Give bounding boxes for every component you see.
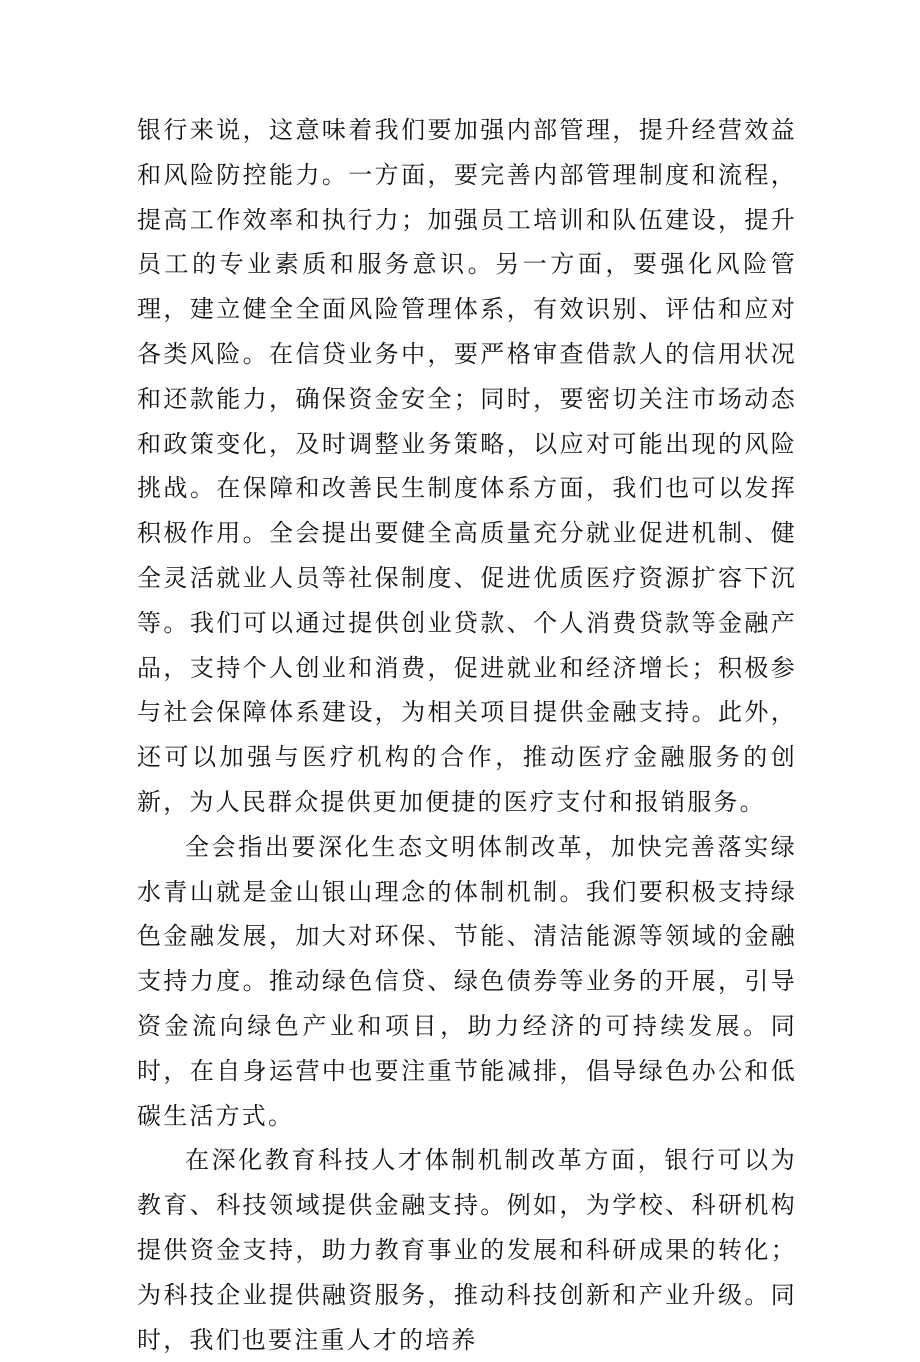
paragraph-banking-management: 银行来说，这意味着我们要加强内部管理，提升经营效益和风险防控能力。一方面，要完善内部管理制度和流程，提高工作效率和执行力；加强员工培训和队伍建设，提升员工的专业素质和服务意识。另一方面，要强化风险管理，建立健全全面风险管理体系，有效识别、评估和应对各类风险。在信贷业务中，要严格审查借款人的信用状况和还款能力，确保资金安全；同时，要密切关注市场动态和政策变化，及时调整业务策略，以应对可能出现的风险挑战。在保障和改善民生制度体系方面，我们也可以发挥积极作用。全会提出要健全高质量充分就业促进机制、健全灵活就业人员等社保制度、促进优质医疗资源扩容下沉等。我们可以通过提供创业贷款、个人消费贷款等金融产品，支持个人创业和消费，促进就业和经济增长；积极参与社会保障体系建设，为相关项目提供金融支持。此外，还可以加强与医疗机构的合作，推动医疗金融服务的创新，为人民群众提供更加便捷的医疗支付和报销服务。 [137,116,797,816]
paragraph-education-technology: 在深化教育科技人才体制机制改革方面，银行可以为教育、科技领域提供金融支持。例如，为学校、科研机构提供资金支持，助力教育事业的发展和科研成果的转化；为科技企业提供融资服务，推动科技创新和产业升级。同时，我们也要注重人才的培养 [137,1146,797,1354]
document-body [137,108,797,1362]
paragraph-green-finance: 全会指出要深化生态文明体制改革，加快完善落实绿水青山就是金山银山理念的体制机制。我们要积极支持绿色金融发展，加大对环保、节能、清洁能源等领域的金融支持力度。推动绿色信贷、绿色债券等业务的开展，引导资金流向绿色产业和项目，助力经济的可持续发展。同时，在自身运营中也要注重节能减排，倡导绿色办公和低碳生活方式。 [137,832,797,1130]
